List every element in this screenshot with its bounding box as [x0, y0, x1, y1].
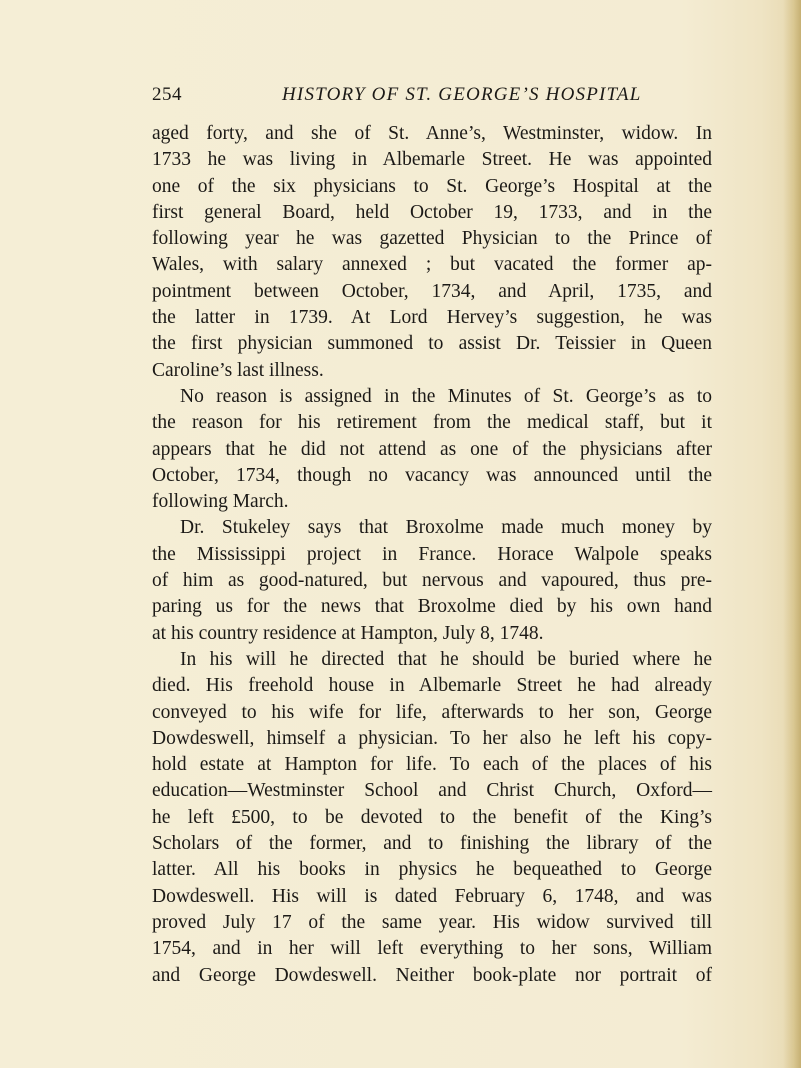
text-line: one of the six physicians to St. George’s Hospital at the — [152, 175, 712, 197]
text-line: proved July 17 of the same year. His widow survived till — [152, 911, 712, 933]
text-line: following year he was gazetted Physician to the Prince of — [152, 228, 712, 250]
text-line: the Mississippi project in France. Horace Walpole speaks — [152, 543, 712, 565]
text-line: at his country residence at Hampton, July 8, 1748. — [152, 622, 544, 644]
text-line: paring us for the news that Broxolme died by his own hand — [152, 596, 712, 618]
text-line: Dowdeswell. His will is dated February 6, 1748, and was — [152, 885, 712, 907]
text-line: Scholars of the former, and to finishing the library of the — [152, 833, 712, 855]
text-line: the latter in 1739. At Lord Hervey’s suggestion, he was — [152, 307, 712, 329]
text-line: aged forty, and she of St. Anne’s, Westminster, widow. In — [152, 123, 712, 144]
text-line: Dr. Stukeley says that Broxolme made much money by — [180, 517, 712, 539]
text-line: 1733 he was living in Albemarle Street. He was appointed — [152, 149, 712, 171]
text-line: following March. — [152, 491, 289, 513]
text-line: the first physician summoned to assist Dr. Teissier in Queen — [152, 333, 712, 355]
text-line: appears that he did not attend as one of the physicians after — [152, 438, 712, 460]
page-header — [152, 84, 712, 110]
text-line: No reason is assigned in the Minutes of St. George’s as to — [180, 385, 712, 407]
text-line: hold estate at Hampton for life. To each of the places of his — [152, 754, 712, 776]
text-line: In his will he directed that he should be buried where he — [180, 648, 712, 670]
text-line: died. His freehold house in Albemarle Street he had already — [152, 675, 712, 697]
page-edge — [783, 0, 801, 1068]
page-number: 254 — [152, 84, 182, 105]
text-line: October, 1734, though no vacancy was announced until the — [152, 464, 712, 486]
text-line: conveyed to his wife for life, afterwards to her son, George — [152, 701, 712, 723]
running-head: HISTORY OF ST. GEORGE’S HOSPITAL — [282, 84, 642, 105]
text-line: the reason for his retirement from the medical staff, but it — [152, 412, 712, 434]
text-line: Caroline’s last illness. — [152, 359, 324, 381]
text-line: he left £500, to be devoted to the benefit of the King’s — [152, 806, 712, 828]
text-line: 1754, and in her will left everything to her sons, William — [152, 938, 712, 960]
text-line: Wales, with salary annexed ; but vacated the former ap- — [152, 254, 712, 276]
text-line: latter. All his books in physics he bequeathed to George — [152, 859, 712, 881]
text-line: pointment between October, 1734, and April, 1735, and — [152, 280, 712, 302]
body-text — [152, 121, 712, 989]
text-line: first general Board, held October 19, 1733, and in the — [152, 201, 712, 223]
text-line: education—Westminster School and Christ Church, Oxford— — [152, 780, 712, 802]
text-line: Dowdeswell, himself a physician. To her also he left his copy- — [152, 727, 712, 749]
text-line: and George Dowdeswell. Neither book-plate nor portrait of — [152, 964, 712, 986]
text-line: of him as good-natured, but nervous and vapoured, thus pre- — [152, 570, 712, 592]
